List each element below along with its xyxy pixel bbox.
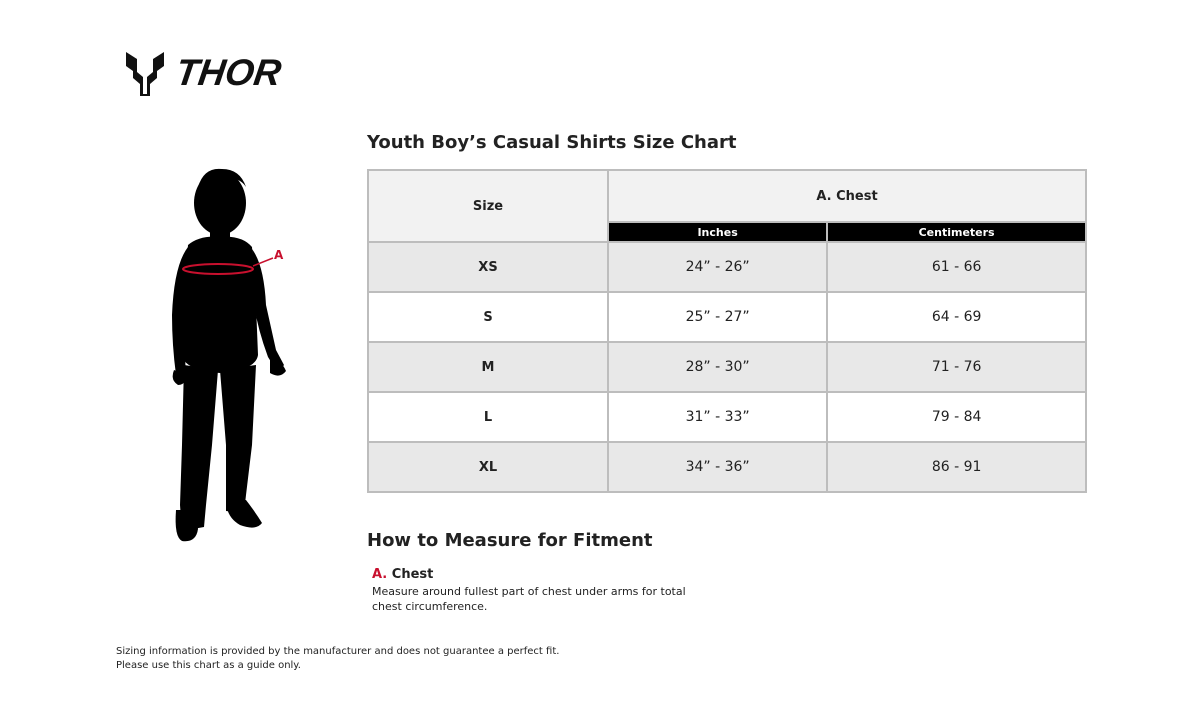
child-silhouette-figure xyxy=(160,165,290,550)
inches-cell: 24” - 26” xyxy=(608,242,827,292)
size-cell: M xyxy=(368,342,608,392)
table-row xyxy=(368,442,1086,492)
chest-marker-label: A xyxy=(274,248,284,262)
size-cell: L xyxy=(368,392,608,442)
table-row xyxy=(368,292,1086,342)
inches-cell: 31” - 33” xyxy=(608,392,827,442)
centimeters-cell: 79 - 84 xyxy=(827,392,1086,442)
measure-item-name: Chest xyxy=(391,567,434,582)
brand-logo xyxy=(124,50,304,96)
disclaimer xyxy=(116,645,559,673)
inches-cell: 34” - 36” xyxy=(608,442,827,492)
measure-item-heading xyxy=(372,567,702,582)
inches-cell: 28” - 30” xyxy=(608,342,827,392)
centimeters-column-header: Centimeters xyxy=(827,222,1086,242)
disclaimer-line-1: Sizing information is provided by the manufacturer and does not guarantee a perfect fit. xyxy=(116,646,560,657)
measure-item-chest xyxy=(372,567,702,614)
centimeters-cell: 61 - 66 xyxy=(827,242,1086,292)
measure-item-description: Measure around fullest part of chest under arms for total chest circumference. xyxy=(372,585,686,613)
inches-column-header: Inches xyxy=(608,222,827,242)
measure-section-title: How to Measure for Fitment xyxy=(367,530,653,551)
centimeters-cell: 64 - 69 xyxy=(827,292,1086,342)
page-title: Youth Boy’s Casual Shirts Size Chart xyxy=(367,132,737,153)
table-row xyxy=(368,242,1086,292)
chest-group-header: A. Chest xyxy=(608,170,1086,222)
measure-item-letter: A. xyxy=(372,567,388,582)
size-cell: XS xyxy=(368,242,608,292)
size-column-header: Size xyxy=(368,170,608,242)
table-row xyxy=(368,342,1086,392)
thor-emblem-icon xyxy=(124,50,166,96)
size-cell: S xyxy=(368,292,608,342)
inches-cell: 25” - 27” xyxy=(608,292,827,342)
size-cell: XL xyxy=(368,442,608,492)
centimeters-cell: 71 - 76 xyxy=(827,342,1086,392)
brand-wordmark: THOR xyxy=(173,52,284,93)
table-row xyxy=(368,392,1086,442)
disclaimer-line-2: Please use this chart as a guide only. xyxy=(116,660,301,671)
size-chart-table xyxy=(367,169,1087,493)
centimeters-cell: 86 - 91 xyxy=(827,442,1086,492)
